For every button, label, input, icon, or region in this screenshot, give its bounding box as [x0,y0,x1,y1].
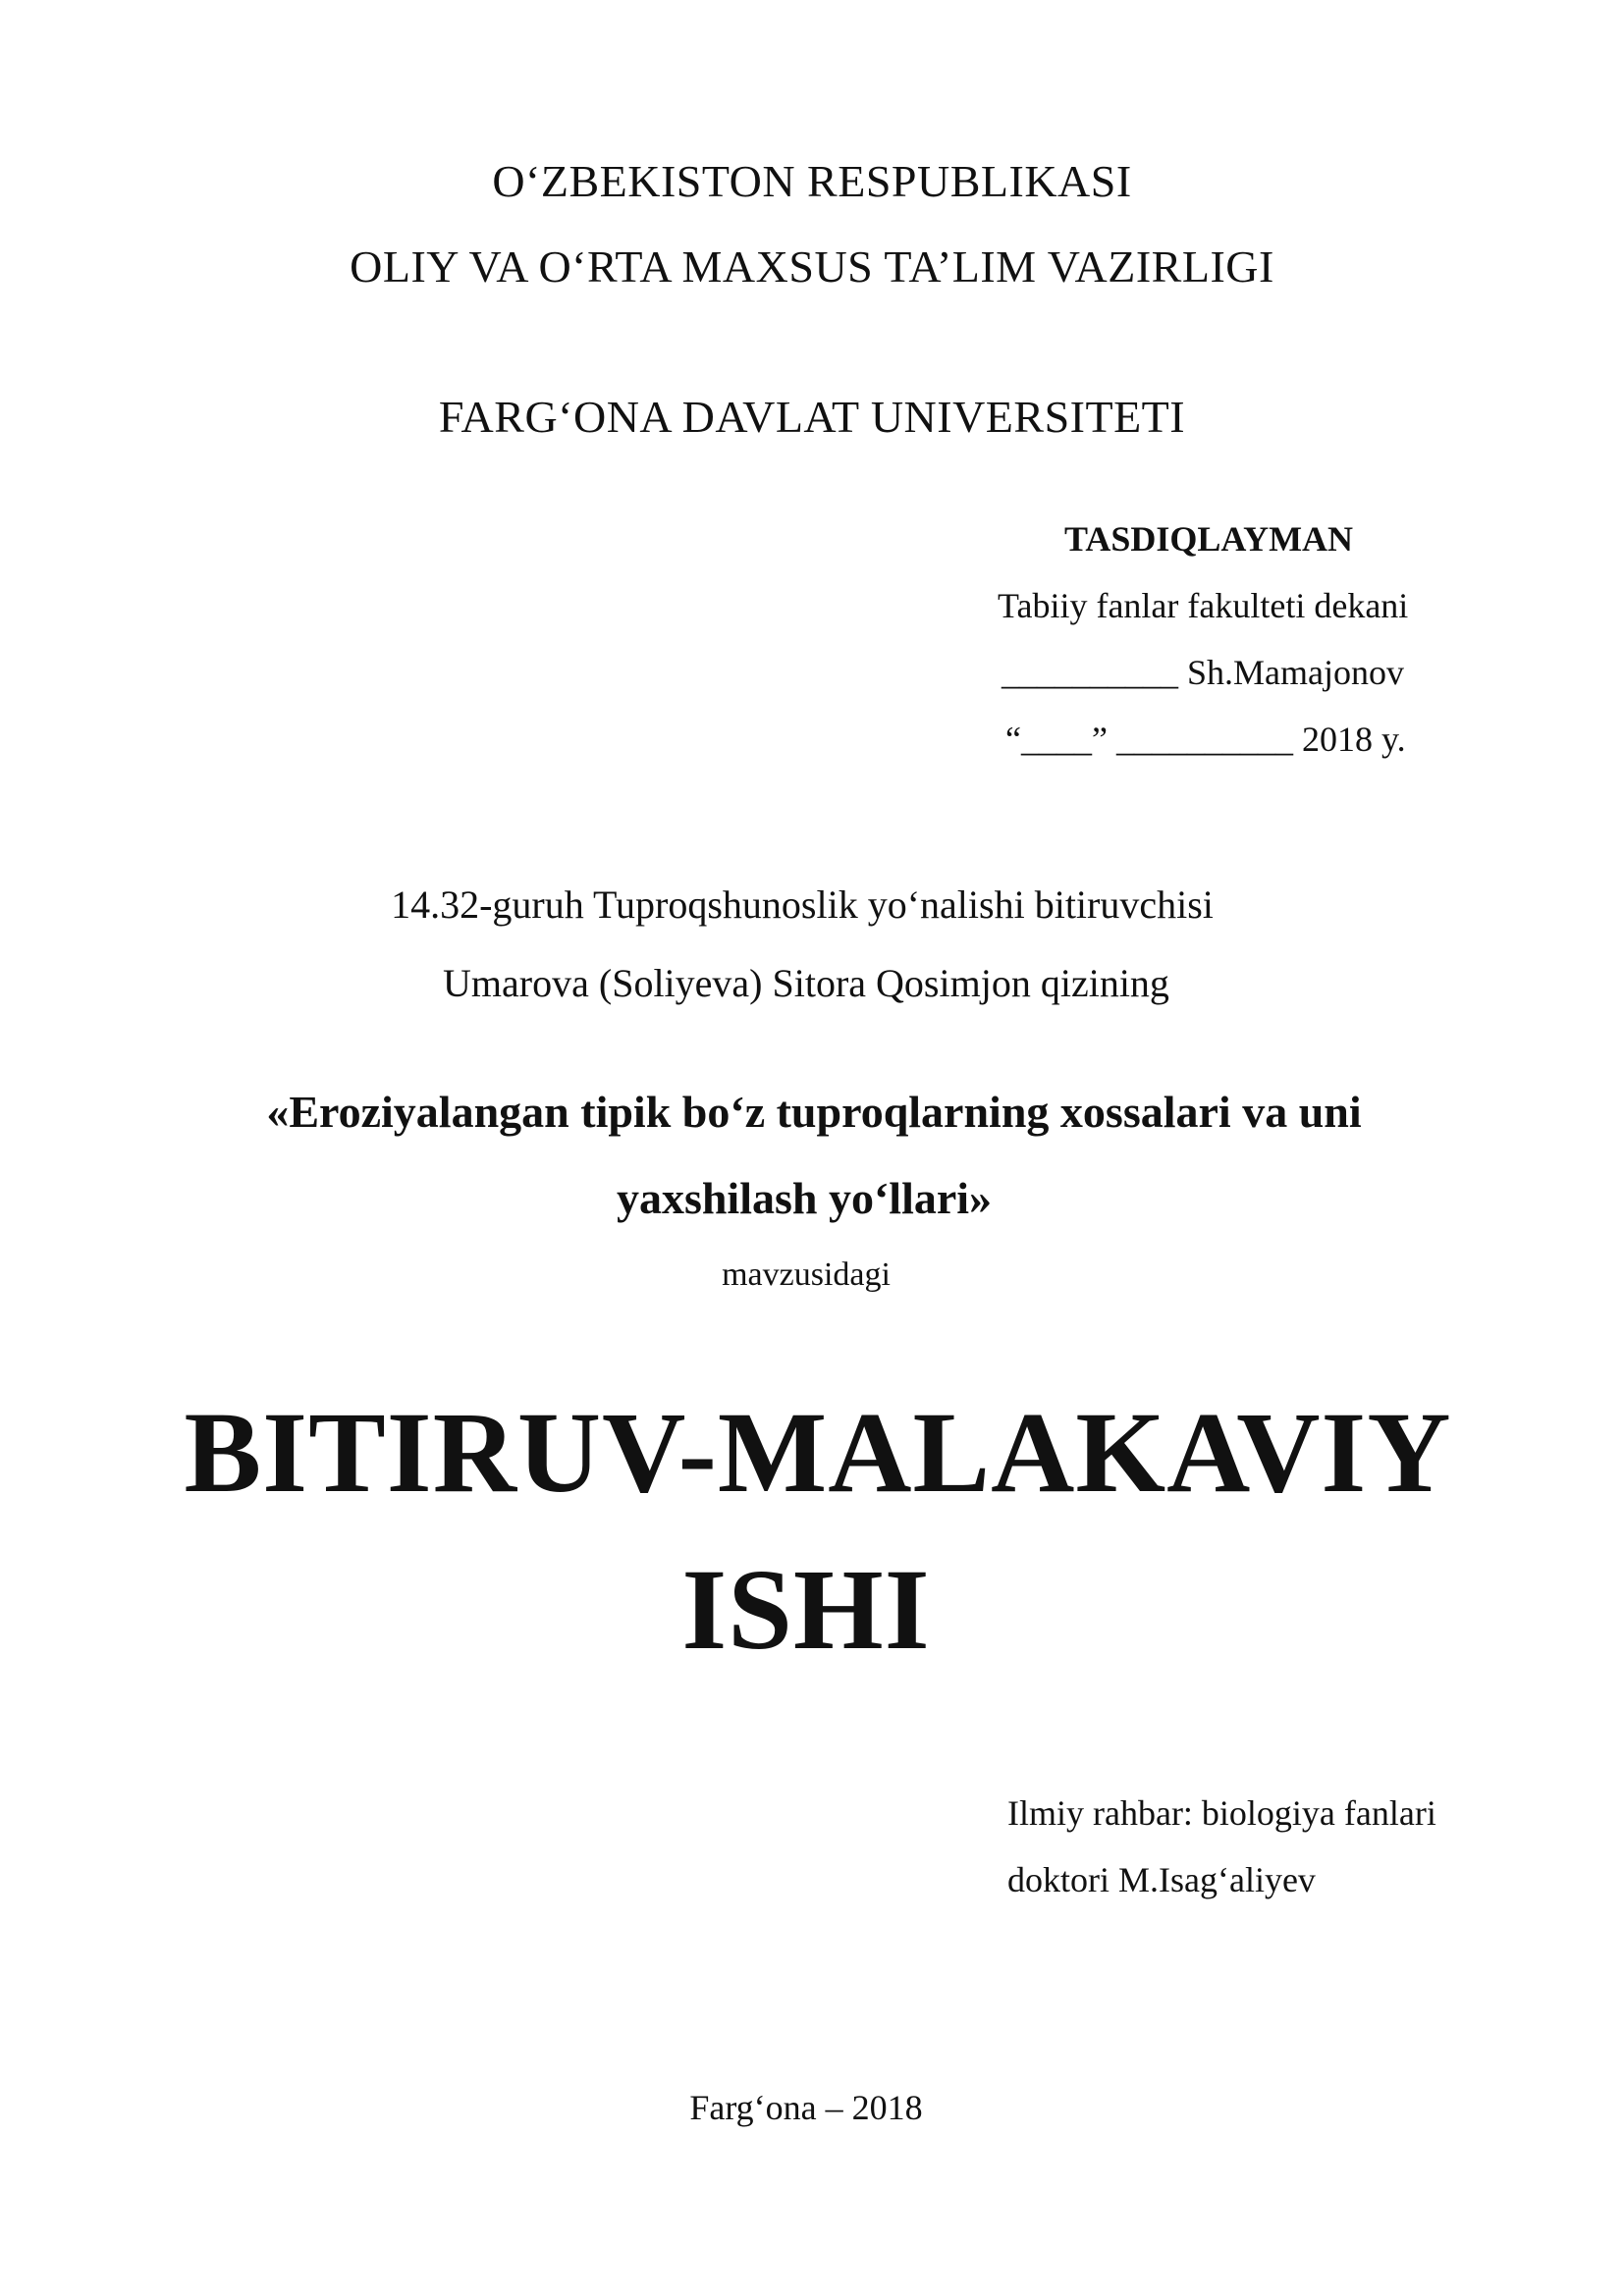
approval-signature-line: __________ Sh.Mamajonov [1001,653,1404,692]
approval-position: Tabiiy fanlar fakulteti dekani [998,586,1409,625]
advisor-line-1: Ilmiy rahbar: biologiya fanlari [1007,1793,1436,1833]
approval-title: TASDIQLAYMAN [1064,519,1354,559]
approval-date-line: “____” __________ 2018 y. [1005,720,1406,759]
student-group-line: 14.32-guruh Tuproqshunoslik yo‘nalishi bitiruvchisi [391,882,1214,927]
topic-line-2: yaxshilash yo‘llari» [616,1173,993,1223]
ministry-heading: OLIY VA O‘RTA MAXSUS TA’LIM VAZIRLIGI [350,241,1274,292]
university-heading: FARG‘ONA DAVLAT UNIVERSITETI [438,392,1186,442]
place-year: Farg‘ona – 2018 [689,2088,923,2127]
advisor-line-2: doktori M.Isag‘aliyev [1007,1860,1316,1899]
topic-suffix: mavzusidagi [722,1256,891,1293]
work-title-line-1: BITIRUV-MALAKAVIY [184,1388,1452,1517]
work-title-line-2: ISHI [681,1545,931,1674]
topic-line-1: «Eroziyalangan tipik bo‘z tuproqlarning xossalari va uni [266,1087,1362,1137]
student-name-line: Umarova (Soliyeva) Sitora Qosimjon qizining [443,961,1169,1005]
republic-heading: O‘ZBEKISTON RESPUBLIKASI [492,156,1132,206]
